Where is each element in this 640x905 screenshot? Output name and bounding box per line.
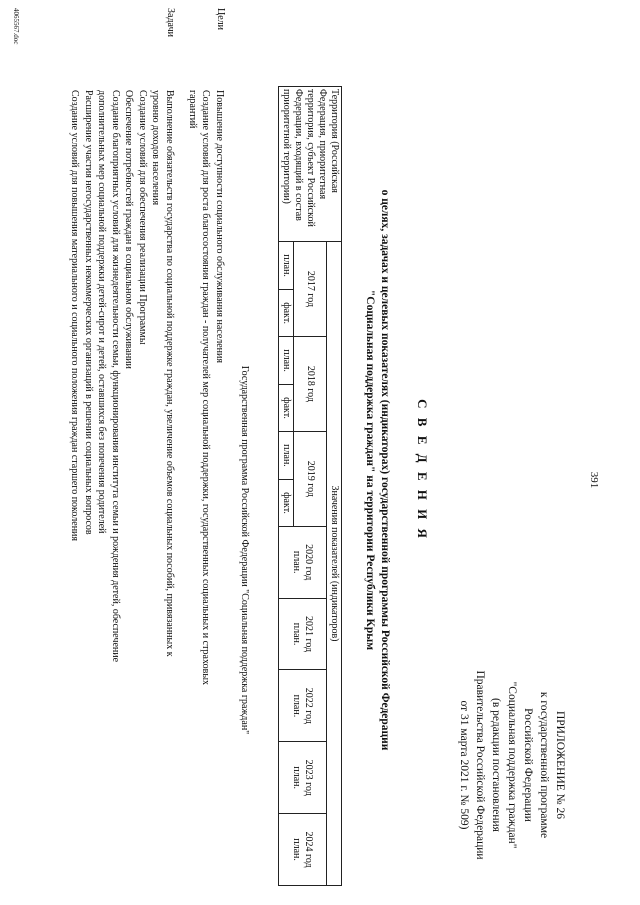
indicators-table-header (278, 86, 342, 886)
heading-title: С В Е Д Е Н И Я (415, 399, 430, 541)
plan-col-header: план. (279, 336, 294, 384)
year-header: 2018 год (294, 336, 327, 431)
tasks-label: Задачи (165, 8, 176, 37)
annex-line: "Социальная поддержка граждан" (506, 681, 518, 849)
year-header: 2024 год план. (279, 814, 327, 886)
annex-block (456, 640, 568, 890)
task-item: Создание условий для обеспечения реализации Программы (137, 90, 148, 345)
tasks-list (68, 90, 176, 662)
annex-line: (в редакции постановления (490, 698, 502, 832)
year-header: 2021 год план. (279, 598, 327, 670)
file-footer: 4065567.doc (12, 8, 20, 45)
fact-col-header: факт. (279, 290, 294, 337)
goal-item: гарантий (187, 90, 198, 129)
page-number: 391 (588, 471, 600, 489)
annex-line: к государственной программе (538, 691, 550, 839)
year-header: 2017 год (294, 242, 327, 337)
territory-header: Территория (Российская Федерация, приоритетная территория, субъект Российской Федерации, входящий в состав приоритетной территории) (279, 87, 342, 242)
goal-item: Повышение доступности социального обслуживания населения (214, 90, 225, 363)
task-item: уровню доходов населения (150, 90, 162, 206)
heading-line-2: "Социальная поддержка граждан" на территории Республики Крым (364, 289, 376, 651)
goals-list (186, 90, 227, 685)
plan-col-header: план. (279, 242, 294, 290)
document-heading (362, 120, 430, 820)
year-header: 2019 год (294, 431, 327, 526)
program-line: Государственная программа Российской Федерации "Социальная поддержка граждан" (239, 365, 250, 735)
year-header: 2023 год план. (279, 742, 327, 814)
year-header: 2022 год план. (279, 670, 327, 742)
fact-col-header: факт. (279, 480, 294, 527)
year-header: 2020 год план. (279, 526, 327, 598)
goals-label: Цели (215, 8, 226, 31)
annex-line: Правительства Российской Федерации (474, 670, 486, 860)
annex-line: Российской Федерации (522, 708, 534, 822)
goal-item: Создание условий для роста благосостояния граждан - получателей мер социальной поддержки, государственных социальных и страховых (200, 90, 212, 686)
annex-line: ПРИЛОЖЕНИЕ № 26 (554, 710, 566, 819)
task-item: Создание благоприятных условий для жизнедеятельности семьи, функционирования института семьи и рождения детей, обеспечение (110, 90, 121, 663)
task-item: Обеспечение потребностей граждан в социальном обслуживании (123, 90, 135, 369)
task-item: Создание условий для повышения материального и социального положения граждан старшего поколения (69, 90, 81, 541)
plan-col-header: план. (279, 431, 294, 479)
fact-col-header: факт. (279, 385, 294, 432)
task-item: Выполнение обязательств государства по социальной поддержке граждан, увеличение объемов социальных пособий, привязанных к (164, 90, 175, 657)
task-item: Расширение участия негосударственных некоммерческих организаций в решении социальных вопросов (83, 90, 94, 535)
annex-line: от 31 марта 2021 г. № 509) (458, 700, 470, 830)
heading-line-1: о целях, задачах и целевых показателях (индикаторах) государственной программы Российской Федерации (379, 189, 391, 751)
task-item: дополнительных мер социальной поддержки детей-сирот и детей, оставшихся без попечения родителей (96, 90, 108, 534)
values-header: Значения показателей (индикаторов) (327, 242, 342, 886)
